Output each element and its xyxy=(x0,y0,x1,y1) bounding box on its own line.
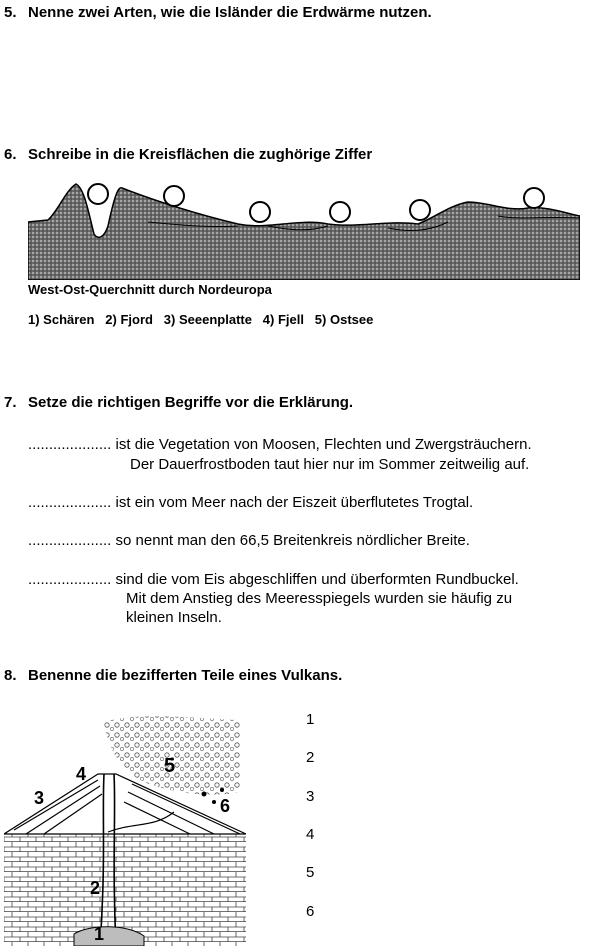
definition-text: kleinen Inseln. xyxy=(126,609,222,626)
question-text: Benenne die bezifferten Teile eines Vulkans. xyxy=(28,667,343,684)
volcano-label: 5 xyxy=(164,755,176,777)
definition-1 xyxy=(28,436,532,453)
question-text: Nenne zwei Arten, wie die Isländer die Erdwärme nutzen. xyxy=(28,4,432,21)
definition-text: Der Dauerfrostboden taut hier nur im Sommer zeitweilig auf. xyxy=(130,456,530,473)
answer-circle[interactable] xyxy=(524,188,544,208)
answer-blank[interactable]: .................... xyxy=(28,532,112,549)
question-8 xyxy=(4,667,342,684)
definition-text: Mit dem Anstieg des Meeresspiegels wurden sie häufig zu xyxy=(126,590,513,607)
cross-section-figure xyxy=(28,176,580,280)
question-5 xyxy=(4,4,432,21)
definition-2 xyxy=(28,494,473,511)
answer-number: 4 xyxy=(306,826,315,843)
answer-number: 6 xyxy=(306,903,315,920)
answer-number: 3 xyxy=(306,788,315,805)
definition-3 xyxy=(28,532,470,549)
question-7 xyxy=(4,394,353,411)
definition-text: sind die vom Eis abgeschliffen und überformten Rundbuckel. xyxy=(115,571,519,588)
definition-text: ist ein vom Meer nach der Eiszeit überflutetes Trogtal. xyxy=(115,494,474,511)
answer-number: 2 xyxy=(306,749,315,766)
figure-legend: 1) Schären 2) Fjord 3) Seeenplatte 4) Fjell 5) Ostsee xyxy=(28,312,374,327)
volcano-figure xyxy=(4,712,246,946)
question-number: 8. xyxy=(4,667,17,684)
question-number: 5. xyxy=(4,4,17,21)
terrain-profile xyxy=(28,184,580,280)
question-6 xyxy=(4,146,372,163)
answer-circle[interactable] xyxy=(410,200,430,220)
volcano-label: 1 xyxy=(94,924,105,944)
figure-caption: West-Ost-Querchnitt durch Nordeuropa xyxy=(28,282,272,297)
definition-4 xyxy=(28,571,519,588)
volcano-label: 3 xyxy=(34,788,45,808)
answer-circle[interactable] xyxy=(250,202,270,222)
answer-blank[interactable]: .................... xyxy=(28,494,112,511)
answer-number: 1 xyxy=(306,711,315,728)
answer-number: 5 xyxy=(306,864,315,881)
volcano-label: 2 xyxy=(90,878,101,898)
question-text: Setze die richtigen Begriffe vor die Erklärung. xyxy=(28,394,354,411)
definition-text: ist die Vegetation von Moosen, Flechten und Zwergsträuchern. xyxy=(115,436,532,453)
volcano-label: 4 xyxy=(76,764,87,784)
answer-blank[interactable]: .................... xyxy=(28,436,112,453)
question-number: 6. xyxy=(4,146,17,163)
answer-circle[interactable] xyxy=(330,202,350,222)
volcano-label: 6 xyxy=(220,796,231,816)
question-text: Schreibe in die Kreisflächen die zughörige Ziffer xyxy=(28,146,373,163)
answer-circle[interactable] xyxy=(164,186,184,206)
question-number: 7. xyxy=(4,394,17,411)
definition-text: so nennt man den 66,5 Breitenkreis nördlicher Breite. xyxy=(115,532,470,549)
answer-circle[interactable] xyxy=(88,184,108,204)
answer-blank[interactable]: .................... xyxy=(28,571,112,588)
